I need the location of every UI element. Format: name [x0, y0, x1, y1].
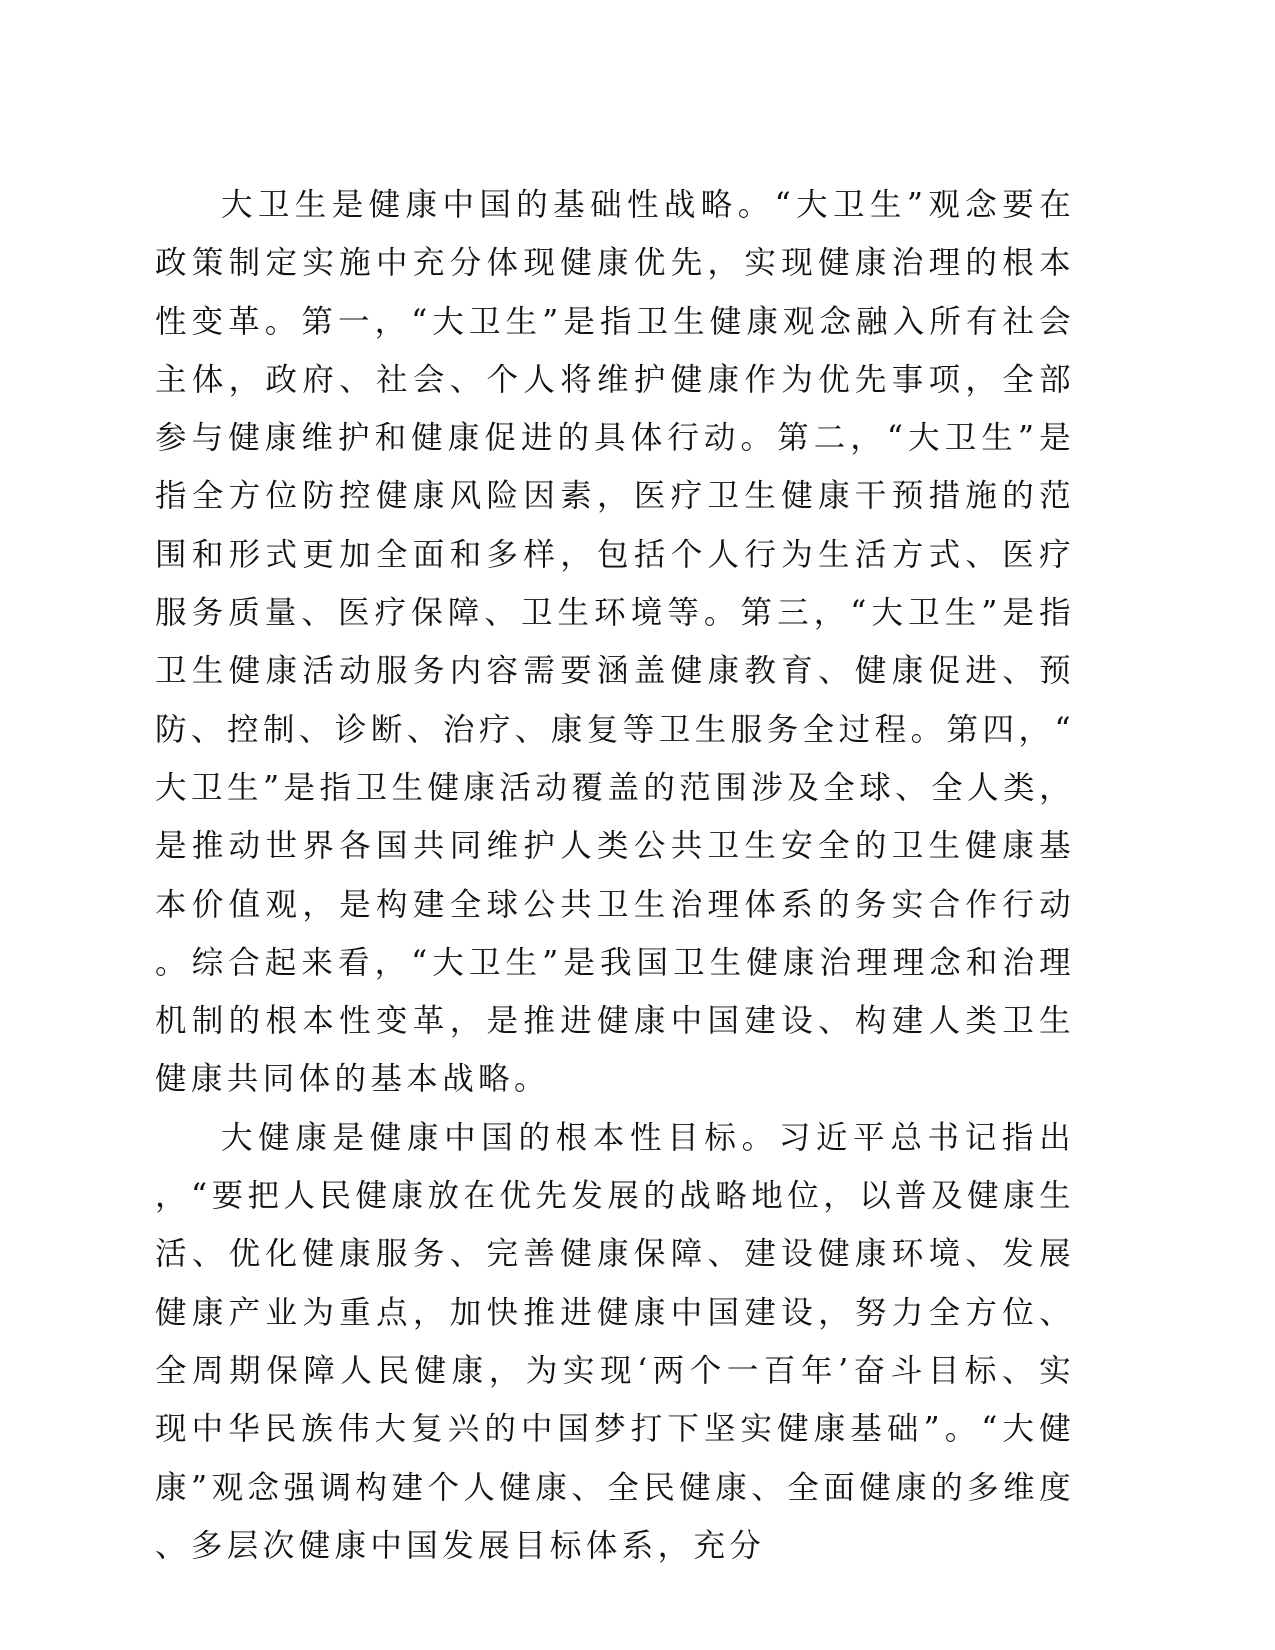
paragraph-big-hygiene: 大卫生是健康中国的基础性战略。“大卫生”观念要在政策制定实施中充分体现健康优先，实现健康治理的根本性变革。第一，“大卫生”是指卫生健康观念融入所有社会主体，政府、社会、个人将维护健康作为优先事项，全部参与健康维护和健康促进的具体行动。第二，“大卫生”是指全方位防控健康风险因素，医疗卫生健康干预措施的范围和形式更加全面和多样，包括个人行为生活方式、医疗服务质量、医疗保障、卫生环境等。第三，“大卫生”是指卫生健康活动服务内容需要涵盖健康教育、健康促进、预防、控制、诊断、治疗、康复等卫生服务全过程。第四，“大卫生”是指卫生健康活动覆盖的范围涉及全球、全人类，是推动世界各国共同维护人类公共卫生安全的卫生健康基本价值观，是构建全球公共卫生治理体系的务实合作行动。综合起来看，“大卫生”是我国卫生健康治理理念和治理机制的根本性变革，是推进健康中国建设、构建人类卫生健康共同体的基本战略。	[155, 187, 1075, 1098]
paragraph-big-health: 大健康是健康中国的根本性目标。习近平总书记指出，“要把人民健康放在优先发展的战略地位，以普及健康生活、优化健康服务、完善健康保障、建设健康环境、发展健康产业为重点，加快推进健康中国建设，努力全方位、全周期保障人民健康，为实现‘两个一百年’奋斗目标、实现中华民族伟大复兴的中国梦打下坚实健康基础”。“大健康”观念强调构建个人健康、全民健康、全面健康的多维度、多层次健康中国发展目标体系，充分	[155, 1119, 1075, 1564]
body-text	[155, 176, 1075, 1575]
